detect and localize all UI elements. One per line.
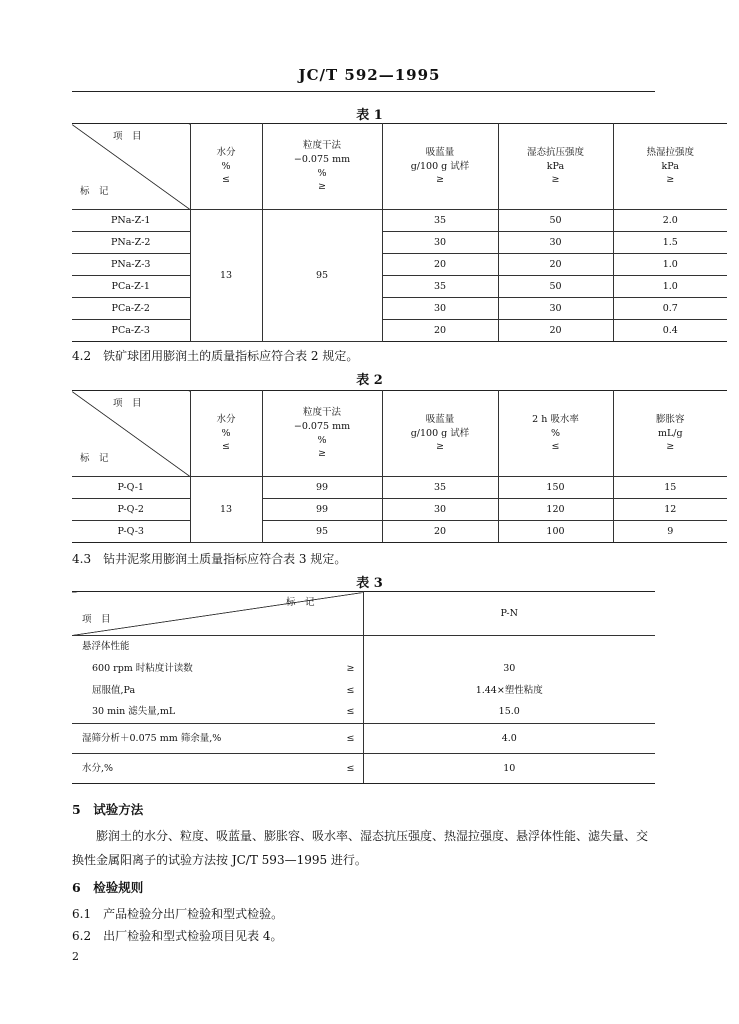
table-cell: −0.075 mm xyxy=(293,420,351,432)
table-cell: ≥ xyxy=(318,181,326,193)
table-cell: ≥ xyxy=(666,441,675,453)
table-cell: 30 xyxy=(382,232,498,254)
table3-caption: 表 3 xyxy=(356,576,383,591)
table1-corner-cell xyxy=(72,124,190,210)
table-cell: 30 xyxy=(382,499,498,521)
table-cell: ≥ xyxy=(551,174,560,186)
table2-col-header xyxy=(382,391,498,477)
table-cell: 30 xyxy=(382,298,498,320)
table-cell: kPa xyxy=(661,160,679,172)
table-cell: 粒度干法 xyxy=(302,406,341,418)
table1-col-header xyxy=(613,124,727,210)
table-cell: 20 xyxy=(382,320,498,342)
table-row xyxy=(72,680,655,702)
table-cell: 50 xyxy=(498,276,613,298)
table-cell: 35 xyxy=(382,276,498,298)
table2-corner-top: 项 目 xyxy=(112,398,142,409)
table-cell: 9 xyxy=(613,521,727,543)
table-cell: ≤ xyxy=(222,174,230,186)
table-cell: 50 xyxy=(498,210,613,232)
table-cell: PCa-Z-1 xyxy=(72,276,190,298)
table-cell: 吸蓝量 xyxy=(425,146,455,158)
table-row xyxy=(72,521,727,543)
table-cell: 湿筛分析＋0.075 mm 筛余量,% xyxy=(72,724,327,754)
table1 xyxy=(72,123,727,342)
table-cell: 膨胀容 xyxy=(655,413,685,425)
table-cell: 1.0 xyxy=(613,276,727,298)
section-4-2: 4.2 铁矿球团用膨润土的质量指标应符合表 2 规定。 xyxy=(72,349,359,363)
table-cell: ≤ xyxy=(222,441,230,453)
table-cell: % xyxy=(221,160,231,172)
table-cell: PCa-Z-2 xyxy=(72,298,190,320)
table2-caption: 表 2 xyxy=(356,373,383,388)
table1-granularity-cell: 95 xyxy=(262,210,382,342)
table-cell: % xyxy=(317,167,327,179)
table-cell: 吸蓝量 xyxy=(425,413,455,425)
section-5-text-line1: 膨润土的水分、粒度、吸蓝量、膨胀容、吸水率、湿态抗压强度、热湿拉强度、悬浮体性能、滤失量、交 xyxy=(96,829,649,843)
table3-corner-bottom: 项 目 xyxy=(82,614,111,626)
table-row xyxy=(72,499,727,521)
table3-col-header: P-N xyxy=(363,592,655,636)
table-cell: % xyxy=(317,434,327,446)
table-cell: g/100 g 试样 xyxy=(410,160,470,172)
table-cell: 15 xyxy=(613,477,727,499)
section-5-title: 5 试验方法 xyxy=(72,802,144,817)
table-cell: ≥ xyxy=(436,174,444,186)
table-cell: 1.5 xyxy=(613,232,727,254)
table-cell: PCa-Z-3 xyxy=(72,320,190,342)
table-cell: PNa-Z-3 xyxy=(72,254,190,276)
table-row xyxy=(72,276,727,298)
table-cell: % xyxy=(221,427,231,439)
table-cell: 屈服值,Pa xyxy=(92,684,136,696)
table-cell: 35 xyxy=(382,477,498,499)
table3-corner-top: 标 记 xyxy=(285,597,315,608)
table-cell: ≥ xyxy=(318,448,326,460)
table-cell: PNa-Z-2 xyxy=(72,232,190,254)
table1-col-header xyxy=(382,124,498,210)
table2 xyxy=(72,390,727,543)
table-cell: 湿态抗压强度 xyxy=(526,146,584,158)
header-rule xyxy=(72,91,655,92)
table3-group-label: 悬浮体性能 xyxy=(72,636,327,658)
table-cell: 20 xyxy=(382,521,498,543)
table-cell: kPa xyxy=(546,160,565,172)
section-6-1: 6.1 产品检验分出厂检验和型式检验。 xyxy=(72,907,284,921)
document-header: JC/T 592—1995 xyxy=(298,66,441,84)
table-row xyxy=(72,724,655,754)
table-cell: ≥ xyxy=(436,441,444,453)
table-cell: 10 xyxy=(363,754,655,784)
table1-corner-top: 项 目 xyxy=(112,131,142,142)
table-cell: 0.4 xyxy=(613,320,727,342)
table-row xyxy=(72,298,727,320)
page-number: 2 xyxy=(72,950,79,963)
table-cell: 水分,% xyxy=(72,754,327,784)
section-5-paragraph xyxy=(72,824,662,872)
table-cell: 水分 xyxy=(216,146,236,158)
table3 xyxy=(72,591,655,784)
table-cell: ≤ xyxy=(327,680,363,702)
table-cell: 0.7 xyxy=(613,298,727,320)
table-cell: P-Q-1 xyxy=(72,477,190,499)
table-cell: mL/g xyxy=(657,427,683,439)
table2-col-header xyxy=(190,391,262,477)
table-cell: 35 xyxy=(382,210,498,232)
table-row xyxy=(72,320,727,342)
table1-water-cell: 13 xyxy=(190,210,262,342)
table2-col-header xyxy=(613,391,727,477)
table-cell: ≤ xyxy=(327,754,363,784)
table2-col-header xyxy=(262,391,382,477)
section-6-2: 6.2 出厂检验和型式检验项目见表 4。 xyxy=(72,929,283,943)
table-cell: ≥ xyxy=(666,174,675,186)
table-cell: 2.0 xyxy=(613,210,727,232)
table-row xyxy=(72,232,727,254)
table-cell: ≤ xyxy=(327,702,363,724)
table-cell: % xyxy=(550,427,561,439)
table-cell: 热湿拉强度 xyxy=(646,146,694,158)
table-cell: P-Q-2 xyxy=(72,499,190,521)
section-6-title: 6 检验规则 xyxy=(72,880,144,895)
table-cell: 20 xyxy=(498,254,613,276)
table-cell: 95 xyxy=(262,521,382,543)
section-5-text-line2: 换性金属阳离子的试验方法按 JC/T 593—1995 进行。 xyxy=(72,853,367,867)
table-cell: 20 xyxy=(382,254,498,276)
table-cell: 99 xyxy=(262,477,382,499)
table2-corner-bottom: 标 记 xyxy=(80,453,109,465)
table-row xyxy=(72,210,727,232)
table-cell: 30 xyxy=(498,232,613,254)
table1-col-header xyxy=(190,124,262,210)
table-row xyxy=(72,702,655,724)
table-cell: 12 xyxy=(613,499,727,521)
table-cell: 30 xyxy=(503,662,516,674)
table2-water-cell: 13 xyxy=(190,477,262,543)
table-cell: 600 rpm 时粘度计读数 xyxy=(92,662,193,674)
table-cell: ≤ xyxy=(327,724,363,754)
table-cell: −0.075 mm xyxy=(293,153,351,165)
table-row xyxy=(72,477,727,499)
table-row xyxy=(72,754,655,784)
table-cell: ≤ xyxy=(551,441,560,453)
table-cell: 100 xyxy=(498,521,613,543)
table-cell: 粒度干法 xyxy=(302,139,341,151)
table-cell: ≥ xyxy=(327,658,363,680)
table-cell: 30 xyxy=(498,298,613,320)
table-cell: 120 xyxy=(498,499,613,521)
table2-col-header xyxy=(498,391,613,477)
table-cell: 1.44×塑性粘度 xyxy=(475,684,543,696)
table-cell: 4.0 xyxy=(363,724,655,754)
table-row xyxy=(72,658,655,680)
table3-corner-cell xyxy=(72,592,363,636)
table-cell: 30 min 滤失量,mL xyxy=(72,702,327,724)
table-cell: g/100 g 试样 xyxy=(410,427,470,439)
table-cell: 水分 xyxy=(216,413,236,425)
table-cell: 1.0 xyxy=(613,254,727,276)
table-cell: 20 xyxy=(498,320,613,342)
table-cell: 15.0 xyxy=(363,702,655,724)
table-row xyxy=(72,254,727,276)
table-row xyxy=(72,636,655,658)
table1-corner-bottom: 标 记 xyxy=(80,186,109,198)
table2-corner-cell xyxy=(72,391,190,477)
table-cell: PNa-Z-1 xyxy=(72,210,190,232)
table-cell: 150 xyxy=(498,477,613,499)
table-cell: 99 xyxy=(262,499,382,521)
table1-col-header xyxy=(498,124,613,210)
table1-caption: 表 1 xyxy=(356,108,383,123)
table-cell: 2 h 吸水率 xyxy=(532,413,579,425)
table1-col-header xyxy=(262,124,382,210)
table-cell: P-Q-3 xyxy=(72,521,190,543)
section-4-3: 4.3 钻井泥浆用膨润土质量指标应符合表 3 规定。 xyxy=(72,552,347,566)
